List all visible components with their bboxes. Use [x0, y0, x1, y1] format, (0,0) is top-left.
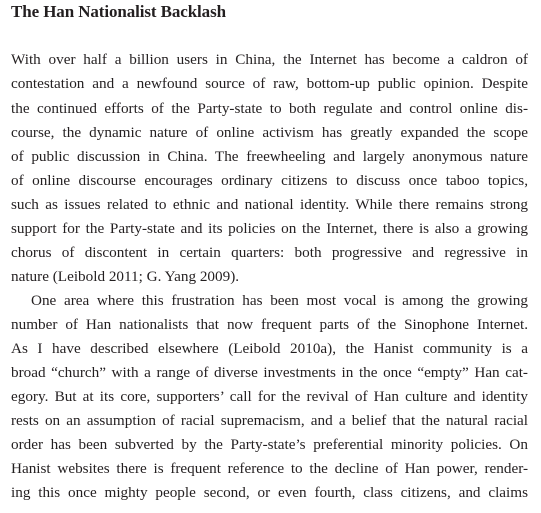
paragraph-1-line-2: contestation and a newfound source of raw, bottom-up public opinion. Despite	[11, 75, 528, 92]
paragraph-1-line-10: nature (Leibold 2011; G. Yang 2009).	[11, 268, 240, 285]
paragraph-2-line-8: Hanist websites there is frequent reference to the decline of Han power, render-	[11, 460, 528, 477]
paragraph-1-line-9: chorus of discontent in certain quarters: both progressive and regressive in	[11, 244, 528, 261]
paragraph-1-line-4: course, the dynamic nature of online activism has greatly expanded the scope	[11, 124, 528, 141]
paragraph-2-line-4: broad “church” with a range of diverse investments in the once “empty” Han cat-	[11, 364, 528, 381]
paragraph-1-line-7: such as issues related to ethnic and national identity. While there remains strong	[11, 196, 528, 213]
paragraph-1-line-3: the continued efforts of the Party-state to both regulate and control online dis-	[11, 100, 528, 117]
paragraph-2-line-1: One area where this frustration has been most vocal is among the growing	[31, 292, 528, 309]
paragraph-2-line-3: As I have described elsewhere (Leibold 2010a), the Hanist community is a	[11, 340, 528, 357]
paragraph-2-line-9: ing this once mighty people second, or even fourth, class citizens, and claims	[11, 484, 528, 501]
paragraph-2-line-2: number of Han nationalists that now frequent parts of the Sinophone Internet.	[11, 316, 528, 333]
section-heading: The Han Nationalist Backlash	[11, 2, 226, 21]
paragraph-1-line-6: of online discourse encourages ordinary citizens to discuss once taboo topics,	[11, 172, 528, 189]
paragraph-1-line-5: of public discussion in China. The freewheeling and largely anonymous nature	[11, 148, 528, 165]
paragraph-2-line-7: order has been subverted by the Party-state’s preferential minority policies. On	[11, 436, 528, 453]
paragraph-2-line-5: egory. But at its core, supporters’ call for the revival of Han culture and identity	[11, 388, 528, 405]
paragraph-1-line-1: With over half a billion users in China, the Internet has become a caldron of	[11, 51, 528, 68]
paragraph-1-line-8: support for the Party-state and its policies on the Internet, there is also a growing	[11, 220, 528, 237]
paragraph-2-line-6: rests on an assumption of racial supremacism, and a belief that the natural racial	[11, 412, 528, 429]
